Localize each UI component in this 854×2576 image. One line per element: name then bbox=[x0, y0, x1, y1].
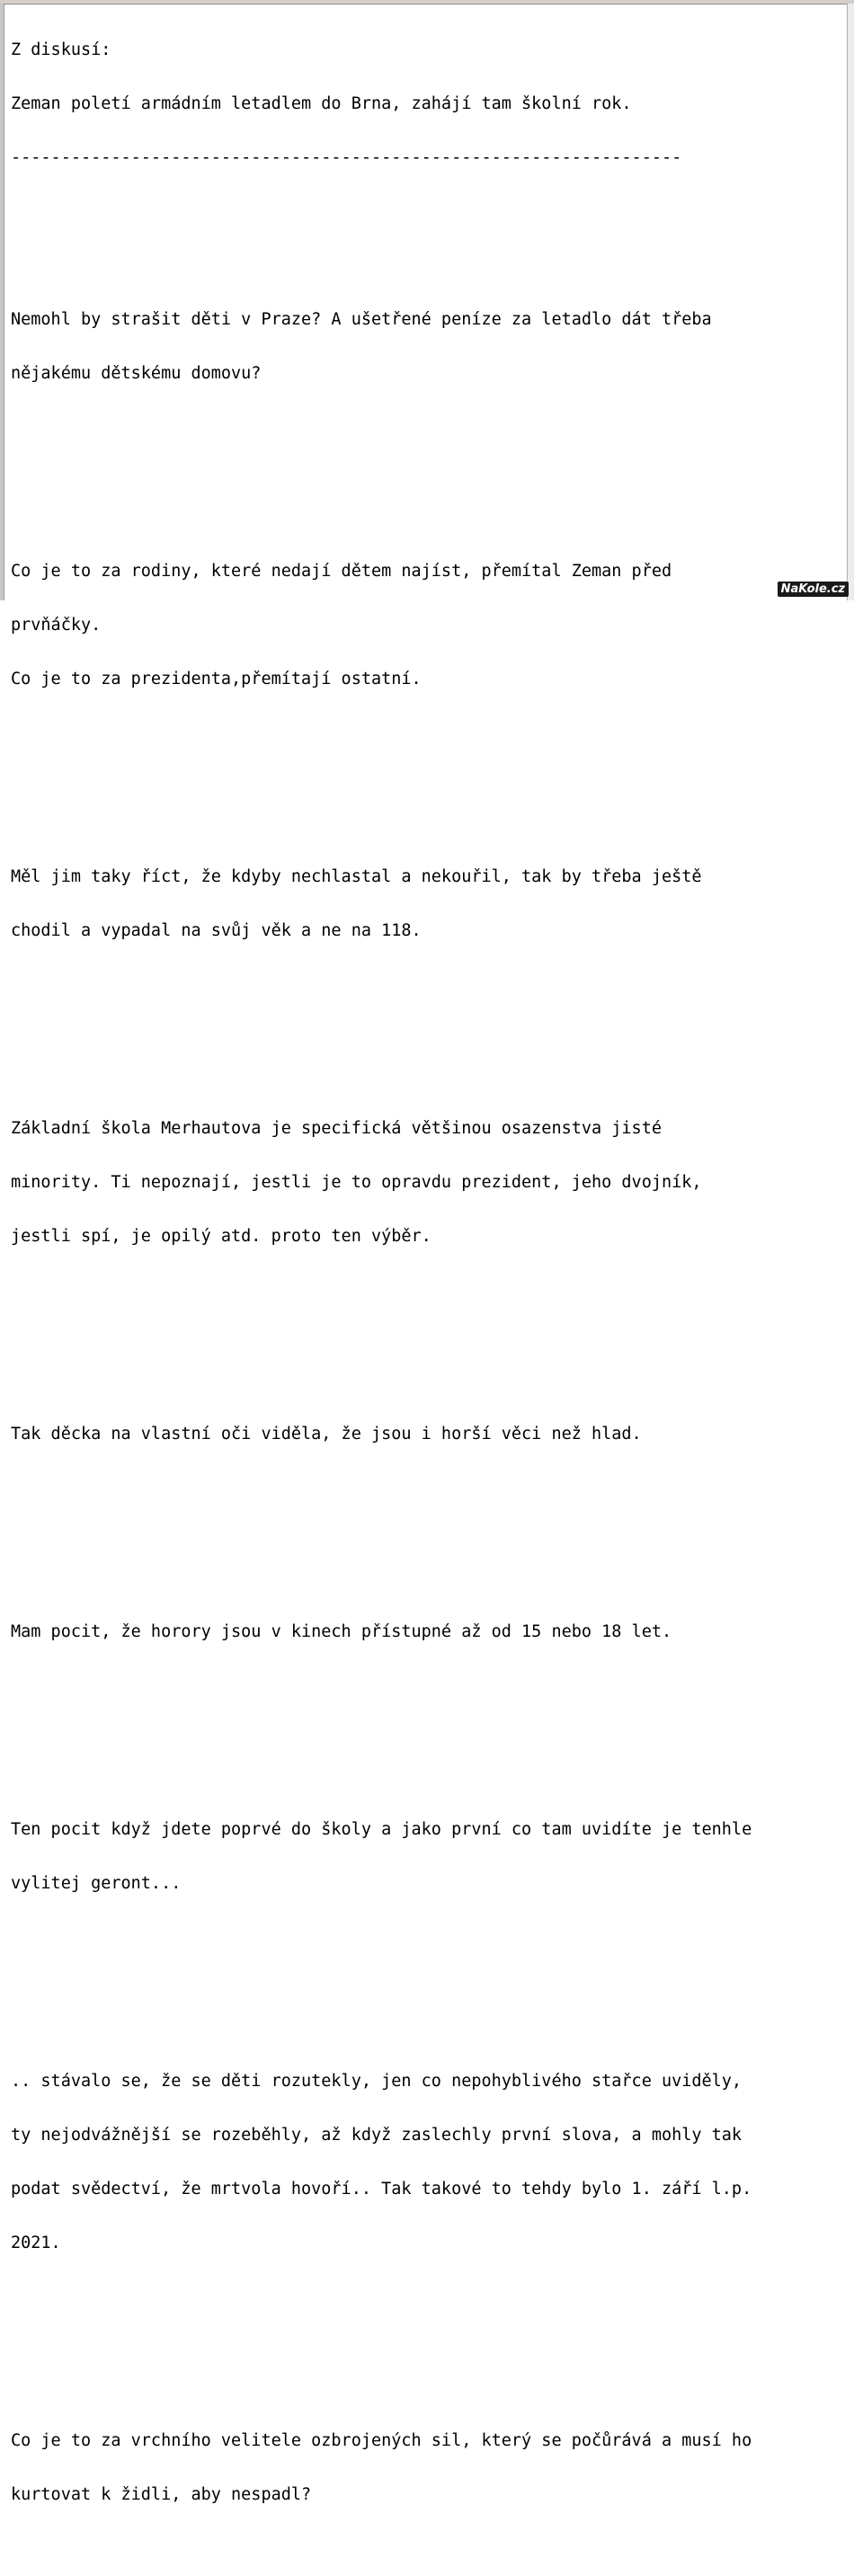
comment-line: 2021. bbox=[11, 2234, 61, 2252]
comment-line: Měl jim taky říct, že kdyby nechlastal a nekouřil, tak by třeba ještě bbox=[11, 867, 702, 886]
comment-line: chodil a vypadal na svůj věk a ne na 118. bbox=[11, 921, 422, 940]
comment-line: .. stávalo se, že se děti rozutekly, jen co nepohyblivého stařce uviděly, bbox=[11, 2072, 743, 2091]
comment bbox=[11, 1785, 842, 1929]
comment-line: podat svědectví, že mrtvola hovoří.. Tak takové to tehdy bylo 1. září l.p. bbox=[11, 2180, 752, 2198]
comment-line: Co je to za prezidenta,přemítají ostatní. bbox=[11, 670, 422, 688]
comment-line: jestli spí, je opilý atd. proto ten výběr. bbox=[11, 1227, 431, 1246]
separator-line: ------------------------------------------------------------------- bbox=[11, 148, 682, 167]
comment-line: prvňáčky. bbox=[11, 616, 102, 635]
comment bbox=[11, 527, 842, 724]
comment-line: vylitej geront... bbox=[11, 1874, 182, 1893]
comment bbox=[11, 1587, 842, 1677]
comment-line: Mam pocit, že horory jsou v kinech přístupné až od 15 nebo 18 let. bbox=[11, 1622, 672, 1641]
discussion-heading: Z diskusí: bbox=[11, 40, 111, 59]
comment bbox=[11, 2396, 842, 2540]
comment bbox=[11, 2037, 842, 2288]
comment-line: Tak děcka na vlastní oči viděla, že jsou i horší věci než hlad. bbox=[11, 1425, 642, 1443]
comment-line: Co je to za rodiny, které nedají dětem najíst, přemítal Zeman před bbox=[11, 562, 672, 581]
text-content[interactable] bbox=[11, 5, 842, 2504]
comment bbox=[11, 275, 842, 419]
comment-line: minority. Ti nepoznají, jestli je to opravdu prezident, jeho dvojník, bbox=[11, 1173, 702, 1192]
comment bbox=[11, 1084, 842, 1282]
comment-line: Ten pocit když jdete poprvé do školy a jako první co tam uvidíte je tenhle bbox=[11, 1820, 752, 1839]
window-left-border bbox=[0, 4, 4, 600]
comment-line: kurtovat k židli, aby nespadl? bbox=[11, 2485, 312, 2504]
comment-line: ty nejodvážnější se rozeběhly, až když zaslechly první slova, a mohly tak bbox=[11, 2126, 743, 2145]
comment-line: Základní škola Merhautova je specifická většinou osazenstva jisté bbox=[11, 1119, 662, 1138]
comment-line: nějakému dětskému domovu? bbox=[11, 364, 262, 383]
article-headline: Zeman poletí armádním letadlem do Brna, zahájí tam školní rok. bbox=[11, 94, 632, 113]
comment bbox=[11, 832, 842, 976]
vertical-scrollbar[interactable] bbox=[847, 4, 854, 600]
comment-line: Nemohl by strašit děti v Praze? A ušetřené peníze za letadlo dát třeba bbox=[11, 310, 712, 329]
site-watermark: NaKole.cz bbox=[778, 582, 849, 597]
comment bbox=[11, 1390, 842, 1479]
window-top-edge bbox=[0, 0, 854, 4]
comment-line: Co je to za vrchního velitele ozbrojených sil, který se počůrává a musí ho bbox=[11, 2431, 752, 2450]
